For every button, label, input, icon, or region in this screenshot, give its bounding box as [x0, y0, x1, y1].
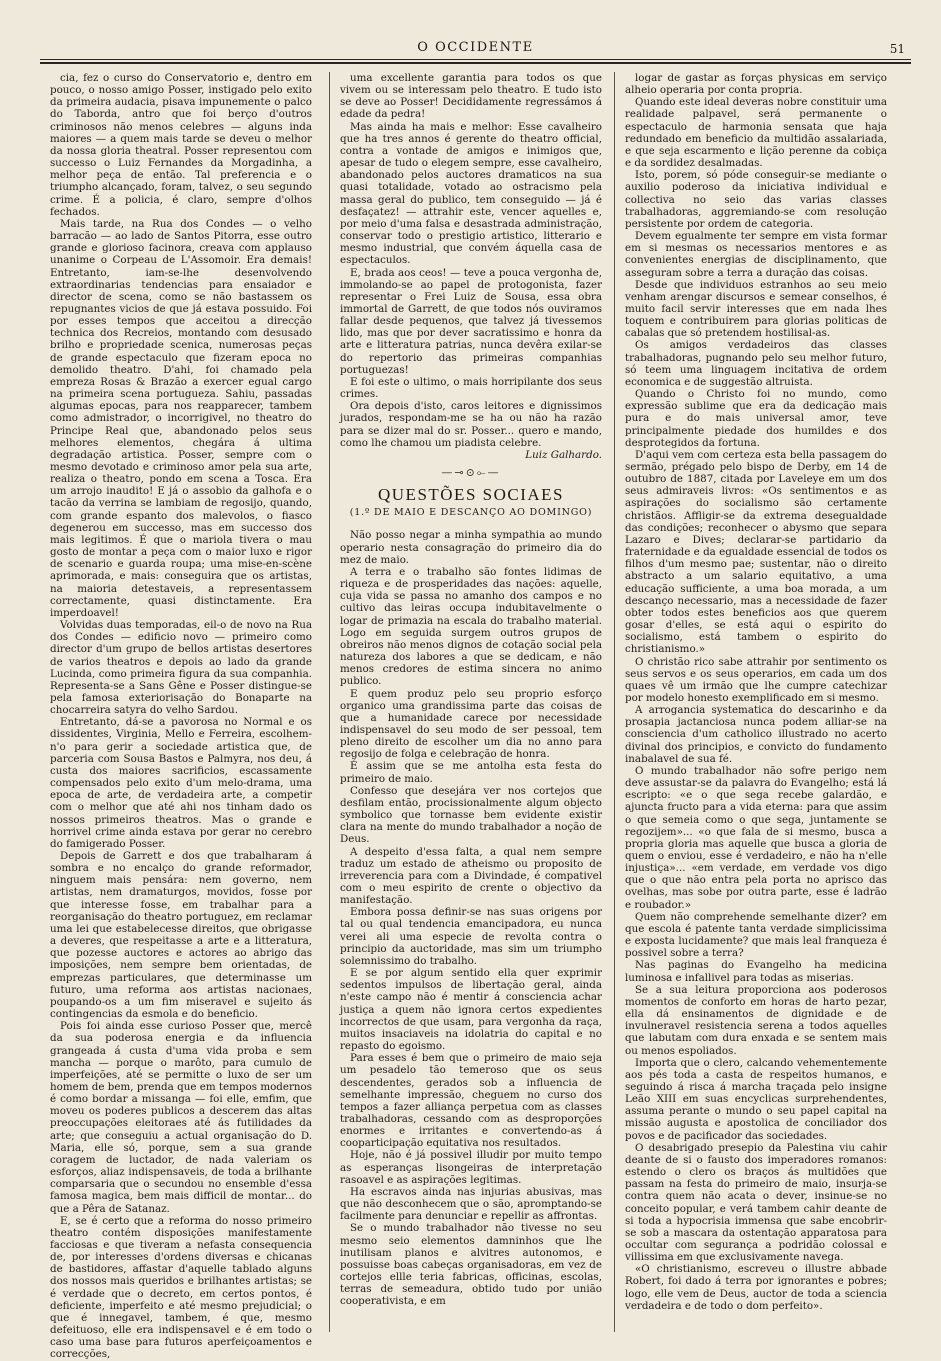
article-paragraph: E se por algum sentido ella quer exprimir sedentos impulsos de libertação geral, ainda n'este campo não é mentir á consciencia achar justiça a quem não ignora certos expedientes incorrectos de que usam, para vergonha da raça, muitos insaciaveis na idolatria do capital e no repasto do egoismo. [340, 967, 602, 1053]
article-paragraph: Quando este ideal deveras nobre constituir uma realidade palpavel, será permanente o espectaculo de harmonia sensata que haja redundado em beneficio da multidão assalariada, e que seja escarmento e lição perenne da cobiça e da sordidez desalmadas. [625, 96, 887, 170]
author-signature: Luiz Galhardo. [525, 448, 602, 461]
article-paragraph: Desde que individuos estranhos ao seu meio venham arengar discursos e semear conselhos, é muito facil servir interesses que em nada lhes toquem e contribuirem para glorias politicas de cabalas que só pretendem hostilisal-as. [625, 278, 887, 340]
article-paragraph: Nas paginas do Evangelho ha medicina luminosa e infallivel para todas as miserias. [625, 959, 887, 984]
article-paragraph: E, brada aos ceos! — teve a pouca vergonha de, immolando-se ao papel de protogonista, fazer representar o Frei Luiz de Sousa, essa obra immortal de Garrett, de que todos nós ouviramos fallar desde pequenos, que talvez já tivessemos lido, mas que por dever sacratissimo e honra da arte e litteratura patrias, nunca devêra exilar-se do repertorio das primeiras companhias portuguezas! [340, 266, 602, 376]
article-paragraph: D'aqui vem com certeza esta bella passagem do sermão, prégado pelo bispo de Derby, em 14 de outubro de 1887, citada por Laveleye em um dos seus admiraveis livros: «Os sentimentos e as aspirações do socialismo são certamente christãos. Affligir-se da extrema desegualdade das condições; reconhecer o abysmo que separa Lazaro e Dives; declarar-se partidario da fraternidade e da egualdade essencial de todos os filhos d'um mesmo pae; sustentar, não o direito abstracto a um salario equitativo, a uma educação sufficiente, a uma boa morada, a um descanço necessario, mas a necessidade de fazer obter todos estes beneficios aos que querem gosar d'elles, se está aqui o espirito do socialismo, está tambem o espirito do christianismo.» [625, 448, 887, 656]
article-paragraph: Volvidas duas temporadas, eil-o de novo na Rua dos Condes — edificio novo — primeiro como director d'um grupo de bellos artistas desertores de varios theatros e depois ao lado da grande Lucinda, como primeira figura da sua companhia. Representa-se a Sans Gêne e Posser distingue-se pela famosa exteriorisação do Bonaparte na chocarreira satyra do velho Sardou. [50, 619, 312, 717]
article-paragraph: A arrogancia systematica do descarinho e da prosapia jactanciosa nunca podem alliar-se na consciencia d'um catholico illustrado no acerto divinal dos principios, e convicto do fundamento inabalavel de sua fé. [625, 704, 887, 765]
article-paragraph: É assim que se me antolha esta festa do primeiro de maio. [340, 760, 602, 785]
article-paragraph: A terra e o trabalho são fontes lidimas de riqueza e de prosperidades das nações: aquelle, cuja vida se passa no amanho dos campos e no cultivo das leiras occupa indubitavelmente o logar de primazia na escala do trabalho material. Logo em seguida surgem outros grupos de obreiros não menos dignos de cotação social pela natureza dos labores a que se dedicam, e não menos credores de estima sincera no animo publico. [340, 565, 602, 688]
article-paragraph: Hoje, não é já possivel illudir por muito tempo as esperanças lisongeiras de interpretação rasoavel e as aspirações legitimas. [340, 1149, 602, 1186]
article-paragraph: Quando o Christo foi no mundo, como expressão sublime que era da dedicação mais pura e do mais universal amor, teve principalmente piedade dos humildes e dos desprotegidos da fortuna. [625, 388, 887, 449]
article-paragraph: cia, fez o curso do Conservatorio e, dentro em pouco, o nosso amigo Posser, instigado pelo exito da primeira audacia, pisava impunemente o palco do Taborda, antro que foi berço d'outros criminosos não menos celebres — alguns inda maiores — a quem mais tarde se deveu o melhor da nossa gloria theatral. Posser representou com successo o Luiz Fernandes da Morgadinha, a melhor peça de então. Tal preferencia e o triumpho alcançado, foram, talvez, o seu segundo crime. É a policia, é claro, sempre d'olhos fechados. [50, 72, 312, 218]
article-paragraph: Isto, porem, só póde conseguir-se mediante o auxilio poderoso da iniciativa individual e collectiva no seio das varias classes trabalhadoras, aggremiando-se com resolução persistente por ordem de categoria. [625, 169, 887, 230]
section-subtitle: (1.º DE MAIO E DESCANÇO AO DOMINGO) [349, 507, 593, 519]
article-paragraph: E quem produz pelo seu proprio esforço organico uma grandissima parte das coisas de que a humanidade carece por necessidade indispensavel do seu modo de ser pessoal, tem pleno direito de escolher um dia no anno para regosijo de folga e celebração de honra. [340, 687, 602, 761]
article-paragraph: Embora possa definir-se nas suas origens por tal ou qual tendencia emancipadora, eu nunca verei ali uma especie de revolta contra o principio da auctoridade, mas sim um triumpho solemnissimo do trabalho. [340, 906, 602, 967]
article-paragraph: A despeito d'essa falta, a qual nem sempre traduz um estado de atheismo ou proposito de irreverencia para com a Divindade, é compativel com o meu espirito de crente o objectivo da manifestação. [340, 845, 602, 907]
column-divider [329, 72, 330, 1332]
article-paragraph: Depois de Garrett e dos que trabalharam á sombra e no encalço do grande reformador, ninguem mais pensára: nem governo, nem artistas, nem dramaturgos, movidos, fosse por que interesse fosse, em trabalhar para a reorganisação do theatro portuguez, em reclamar uma lei que estabelecesse direitos, que obrigasse a deveres, que respeitasse a arte e a litteratura, que pozesse auctores e actores ao abrigo das imposições, nem sempre bem orientadas, de emprezas particulares, que determinasse um futuro, uma reforma aos artistas nacionaes, poupando-os a um fim miseravel e sujeito ás contingencias da esmola e do beneficio. [50, 850, 312, 1021]
article-paragraph: Não posso negar a minha sympathia ao mundo operario nesta consagração do primeiro dia do mez de maio. [340, 529, 602, 566]
article-paragraph: Mas ainda ha mais e melhor: Esse cavalheiro que ha tres annos é gerente do theatro official, contra a vontade de amigos e inimigos que, apesar de tudo o elegem sempre, esse cavalheiro, abandonado pelos auctores dramaticos na sua quasi totalidade, votado ao ostracismo pela massa geral do publico, tem conseguido — já é desfaçatez! — attrahir este, vencer aquelles e, por meio d'uma falsa e desastrada administração, conservar todo o prestigio artistico, litterario e mesmo industrial, que convém áquella casa de espectaculos. [340, 120, 602, 267]
article-paragraph: O desabrigado presepio da Palestina viu cahir deante de si o fausto dos imperadores romanos: estendo o clero os braços ás multidões que passam na festa do primeiro de maio, insurja-se contra quem não acata o dever, insinue-se no conceito popular, e verá tambem cahir deante de si toda a hypocrisia immensa que sabe encobrir-se sob a mascara da ostentação apparatosa para occultar com segurança a podridão colossal e villissima em que exclusivamente navega. [625, 1141, 887, 1264]
header-rule-thick [40, 62, 911, 64]
column-1 [50, 72, 312, 1361]
article-paragraph: uma excellente garantia para todos os que vivem ou se interessam pelo theatro. E tudo isto se deve ao Posser! Decididamente regressámos á edade da pedra! [340, 72, 602, 121]
article-paragraph: Ora depois d'isto, caros leitores e dignissimos jurados, respondam-me se ha ou não ha razão para se dizer mal do sr. Posser... quero e mando, como lhe chamou um piadista celebre. [340, 400, 602, 449]
header-rule-thin [40, 59, 911, 60]
column-divider [614, 72, 615, 1332]
article-paragraph: Ha escravos ainda nas injurias abusivas, mas que não desconhecem que o são, apromptando-se facilmente para denunciar e repellir as affrontas. [340, 1185, 602, 1223]
article-paragraph: Os amigos verdadeiros das classes trabalhadoras, pugnando pelo seu melhor futuro, só teem uma linguagem incitativa de ordem economica e de suggestão altruista. [625, 339, 887, 388]
article-paragraph: «O christianismo, escreveu o illustre abbade Robert, foi dado á terra por ignorantes e pobres; logo, elle vem de Deus, auctor de toda a sciencia verdadeira e de todo o dom perfeito». [625, 1263, 887, 1312]
article-paragraph: O mundo trabalhador não sofre perigo nem deve assustar-se da palavra do Evangelho; está lá escripto: «e o que sega recebe galardão, e ajuncta fructo para a vida eterna: para que assim o que semeia como o que sega, juntamente se regozijem»... «o que fala de si mesmo, busca a propria gloria mas aquelle que busca a gloria de quem o enviou, esse é verdadeiro, e não ha n'elle injustiça»... «em verdade, em verdade vos digo que o que não entra pela porta no aprisco das ovelhas, mas sobe por outra parte, esse é ladrão e roubador.» [625, 764, 887, 911]
article-paragraph: Para esses é bem que o primeiro de maio seja um pesadelo tão temeroso que os seus descendentes, gerados sob a influencia de semelhante impressão, cheguem no curso dos tempos a fazer alliança perpetua com as classes trabalhadoras, cessando com as desproporções enormes e irritantes e convertendo-as á cooparticipação equitativa nos resultados. [340, 1052, 602, 1150]
section-title: QUESTÕES SOCIAES [378, 485, 564, 505]
article-paragraph: E, se é certo que a reforma do nosso primeiro theatro contém disposições manifestamente facciosas e que tiveram a nefasta consequencia de, por interesses d'ordens diversas e chicanas de bastidores, affastar d'aquelle tablado alguns dos nossos mais queridos e brilhantes artistas; se é verdade que o decreto, em certos pontos, é deficiente, imperfeito e até mesmo prejudicial; o que é innegavel, tambem, é que, mesmo defeituoso, elle era indispensavel e é em todo o caso uma base para futuros aperfeiçoamentos e correcções, [50, 1214, 312, 1361]
article-paragraph: E foi este o ultimo, o mais horripilante dos seus crimes. [340, 375, 602, 401]
publication-title: O OCCIDENTE [417, 40, 534, 55]
article-paragraph: Mais tarde, na Rua dos Condes — o velho barracão — ao lado de Santos Pitorra, esse outro grande e glorioso facinora, creava com applauso unanime o Corpeau de L'Assomoir. Era demais! Entretanto, iam-se-lhe desenvolvendo extraordinarias tendencias para ensaiador e director de scena, como se não bastassem os repugnantes vicios de que já estava possuido. Foi por esses tempos que acceitou a direcção technica dos Recreios, montando com desusado brilho e propriedade scenica, numerosas peças de grande espectaculo que fizeram epoca no demolido theatro. D'ahi, foi chamado pela empreza Rosas & Brazão a exercer egual cargo na primeira scena portugueza. Sahiu, passadas algumas epocas, para nos reapparecer, tambem como admistrador, o incorrigivel, no theatro do Principe Real que, abandonado pelos seus melhores elementos, chegára á ultima degradação artistica. Posser, sempre com o mesmo devotado e criminoso amor pela sua arte, realiza o theatro, pondo em scena a Tosca. Era um arrojo inaudito! E já o assobio da galhofa e o tacão da verrina se lambiam de regosijo, quando, com grande espanto dos malevolos, o fiasco degenerou em successo, mas em successo dos mais legitimos. É que o mariola tivera o mau gosto de montar a peça com o maior luxo e rigor de scenario e guarda roupa; uma mise-en-scène aprimorada, e mais: conseguira que os artistas, na maioria detestaveis, a representassem correctamente, quasi distinctamente. Era imperdoavel! [50, 217, 312, 619]
section-ornament: —⊸⊙⟜— [441, 466, 501, 479]
article-paragraph: Importa que o clero, calcando vehementemente aos pés toda a casta de respeitos humanos, e seguindo á risca á marcha traçada pelo insigne Leão XIII em suas encyclicas surprehendentes, assuma perante o mundo o seu papel capital na missão augusta e apostolica de conciliador dos povos e de pacificador das sociedades. [625, 1056, 887, 1142]
article-paragraph: Quem não comprehende semelhante dizer? em que escola é patente tanta verdade simplicissima e exposta lucidamente? que mais leal franqueza é possivel sobre a terra? [625, 910, 887, 960]
column-2 [340, 72, 602, 1342]
page-number: 51 [889, 42, 905, 56]
article-paragraph: Se a sua leitura proporciona aos poderosos momentos de conforto em horas de harto pezar, ella dá ensinamentos de dignidade e de invulneravel resistencia serena a todos aquelles que labutam com dura enxada e se sentem mais ou menos espoliados. [625, 983, 887, 1057]
article-paragraph: Entretanto, dá-se a pavorosa no Normal e os dissidentes, Virginia, Mello e Ferreira, escolhem-n'o para gerir a sociedade artistica que, de parceria com Sousa Bastos e Palmyra, nos deu, á custa dos maiores sacrificios, escassamente compensados pelo exito d'um melo-drama, uma epoca de arte, de verdadeira arte, a competir com o melhor que até ahi nos tinham dado os nossos primeiros theatros. Mas o grande e horrivel crime ainda estava por gerar no cerebro do famigerado Posser. [50, 716, 312, 850]
article-paragraph: logar de gastar as forças physicas em serviço alheio operaria por conta propria. [625, 72, 887, 97]
article-paragraph: Confesso que desejára ver nos cortejos que desfilam então, procissionalmente algum objecto symbolico que tornasse bem evidente existir clara na mente do mundo trabalhador a noção de Deus. [340, 784, 602, 846]
article-paragraph: Devem egualmente ter sempre em vista formar em si mesmas os necessarios mentores e as convenientes energias de disciplinamento, que asseguram sobre a terra a duração das coisas. [625, 230, 887, 279]
article-paragraph: Pois foi ainda esse curioso Posser que, mercê da sua poderosa energia e da influencia grangeada á custa d'uma vida proba e sem mancha — porque o marôto, para cumulo de imperfeições, até se permitte o luxo de ser um homem de bem, prenda que em tempos modernos é como bordar a missanga — foi elle, emfim, que moveu os poderes publicos a descerem das altas preoccupações eleitoraes até ás futilidades da arte; que conseguiu a actual organisação do D. Maria, elle só, porque, sem a sua grande coragem de luctador, de nada valeriam os esforços, aliaz indispensaveis, de toda a brilhante comparsaria que o secundou no ensemble d'essa famosa magica, bem mais difficil de montar... do que a Pêra de Satanaz. [50, 1020, 312, 1215]
article-paragraph: O christão rico sabe attrahir por sentimento os seus servos e os seus operarios, em cada um dos quaes vê um irmão que lhe cumpre catechizar por modelo honesto exemplificado em si mesmo. [625, 655, 887, 704]
column-3 [625, 72, 887, 1342]
article-paragraph: Se o mundo trabalhador não tivesse no seu mesmo seio elementos damninhos que lhe inutilisam planos e alvitres autonomos, e possuisse boas cabeças organisadoras, em vez de cortejos ellle teria fabricas, officinas, escolas, terras de semeadura, obtido tudo por união cooperativista, e em [340, 1222, 602, 1308]
